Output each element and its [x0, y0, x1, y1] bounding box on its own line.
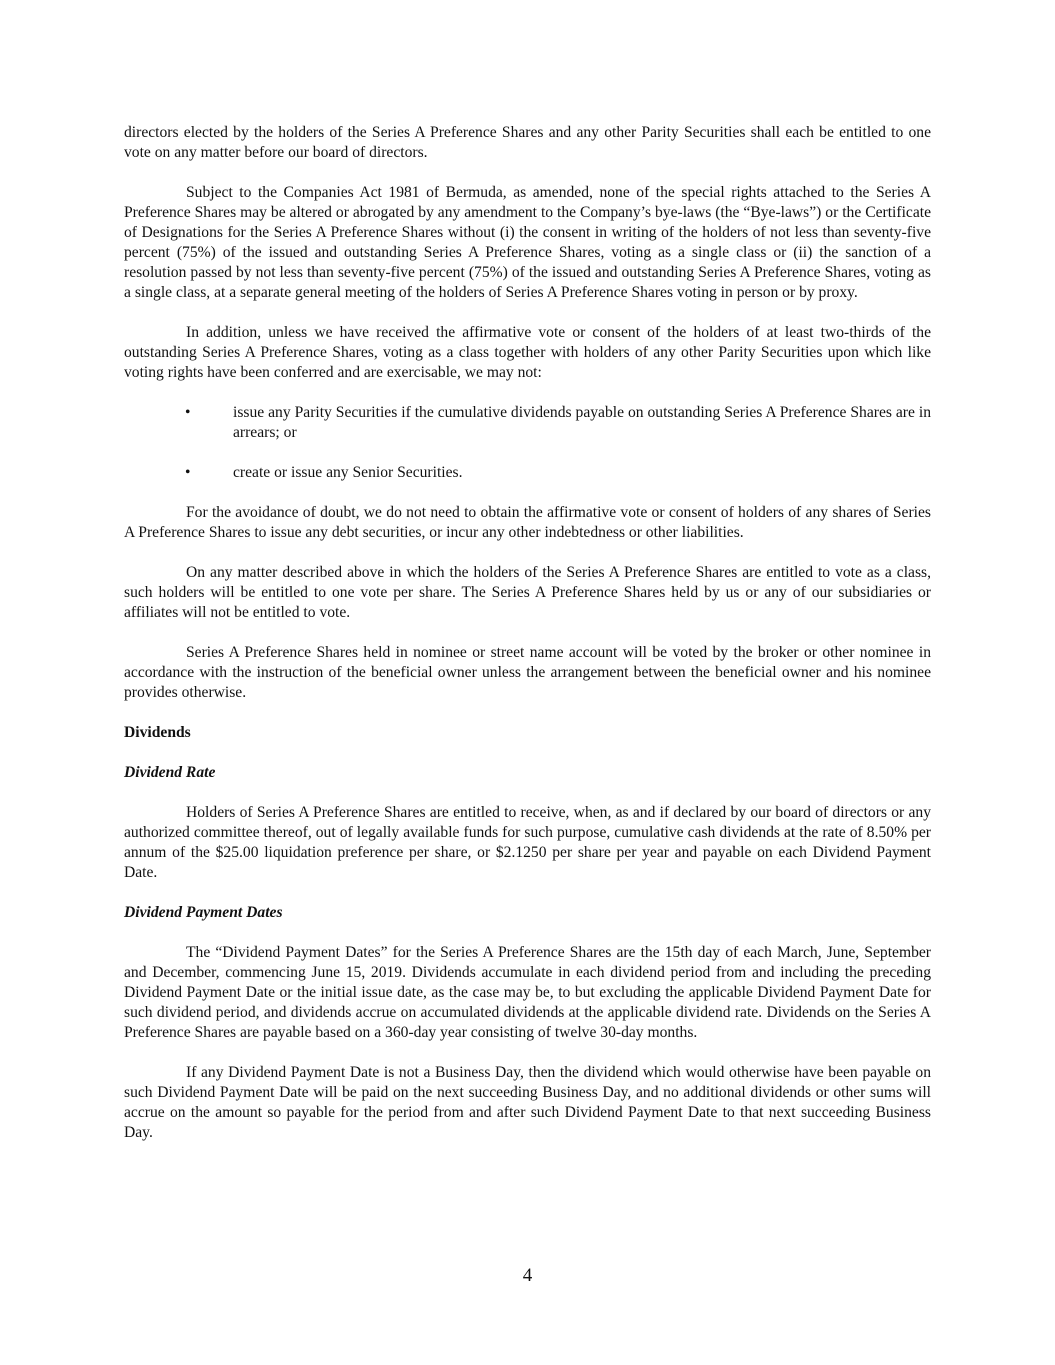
paragraph-avoidance-of-doubt: For the avoidance of doubt, we do not need to obtain the affirmative vote or consent of holders of any shares of Series A Preference Shares to issue any debt securities, or incur any other indebtedness or other liabilities. — [124, 504, 931, 541]
paragraph-directors-vote: directors elected by the holders of the Series A Preference Shares and any other Parity Securities shall each be entitled to one vote on any matter before our board of directors. — [124, 124, 931, 161]
list-item-text: create or issue any Senior Securities. — [233, 464, 463, 481]
paragraph-dividend-rate: Holders of Series A Preference Shares are entitled to receive, when, as and if declared by our board of directors or any authorized committee thereof, out of legally available funds for such purpose, cumulative cash dividends at the rate of 8.50% per annum of the $25.00 liquidation preference per share, or $2.1250 per share per year and payable on each Dividend Payment Date. — [124, 804, 931, 881]
paragraph-dividend-payment-dates: The “Dividend Payment Dates” for the Series A Preference Shares are the 15th day of each March, June, September and December, commencing June 15, 2019. Dividends accumulate in each dividend period from and including the preceding Dividend Payment Date or the initial issue date, as the case may be, to but excluding the applicable Dividend Payment Date for such dividend period, and dividends accrue on accumulated dividends at the applicable dividend rate. Dividends on the Series A Preference Shares are payable based on a 360-day year consisting of twelve 30-day months. — [124, 944, 931, 1041]
paragraph-vote-per-share: On any matter described above in which the holders of the Series A Preference Shares are entitled to vote as a class, such holders will be entitled to one vote per share. The Series A Preference Shares held by us or any of our subsidiaries or affiliates will not be entitled to vote. — [124, 564, 931, 621]
document-page — [124, 123, 931, 1163]
list-item — [124, 463, 931, 483]
section-heading-dividends: Dividends — [124, 724, 191, 741]
paragraph-nominee-shares: Series A Preference Shares held in nominee or street name account will be voted by the broker or other nominee in accordance with the instruction of the beneficial owner unless the arrangement between the beneficial owner and his nominee provides otherwise. — [124, 644, 931, 701]
subheading-dividend-payment-dates: Dividend Payment Dates — [124, 904, 283, 921]
restriction-list — [124, 403, 931, 483]
paragraph-special-rights: Subject to the Companies Act 1981 of Bermuda, as amended, none of the special rights attached to the Series A Preference Shares may be altered or abrogated by any amendment to the Company’s bye-laws (the “Bye-laws”) or the Certificate of Designations for the Series A Preference Shares without (i) the consent in writing of the holders of not less than seventy-five percent (75%) of the issued and outstanding Series A Preference Shares, voting as a single class or (ii) the sanction of a resolution passed by not less than seventy-five percent (75%) of the issued and outstanding Series A Preference Shares, voting as a single class, at a separate general meeting of the holders of Series A Preference Shares voting in person or by proxy. — [124, 184, 931, 301]
list-item — [124, 403, 931, 443]
page-number: 4 — [522, 1265, 533, 1286]
list-item-text: issue any Parity Securities if the cumulative dividends payable on outstanding Series A Preference Shares are in arrears; or — [233, 404, 931, 441]
paragraph-business-day: If any Dividend Payment Date is not a Business Day, then the dividend which would otherwise have been payable on such Dividend Payment Date will be paid on the next succeeding Business Day, and no additional dividends or other sums will accrue on the amount so payable for the period from and after such Dividend Payment Date to that next succeeding Business Day. — [124, 1064, 931, 1141]
bullet-icon: • — [185, 464, 191, 481]
bullet-icon: • — [185, 404, 191, 421]
paragraph-affirmative-vote: In addition, unless we have received the affirmative vote or consent of the holders of at least two-thirds of the outstanding Series A Preference Shares, voting as a class together with holders of any other Parity Securities upon which like voting rights have been conferred and are exercisable, we may not: — [124, 324, 931, 381]
subheading-dividend-rate: Dividend Rate — [124, 764, 216, 781]
